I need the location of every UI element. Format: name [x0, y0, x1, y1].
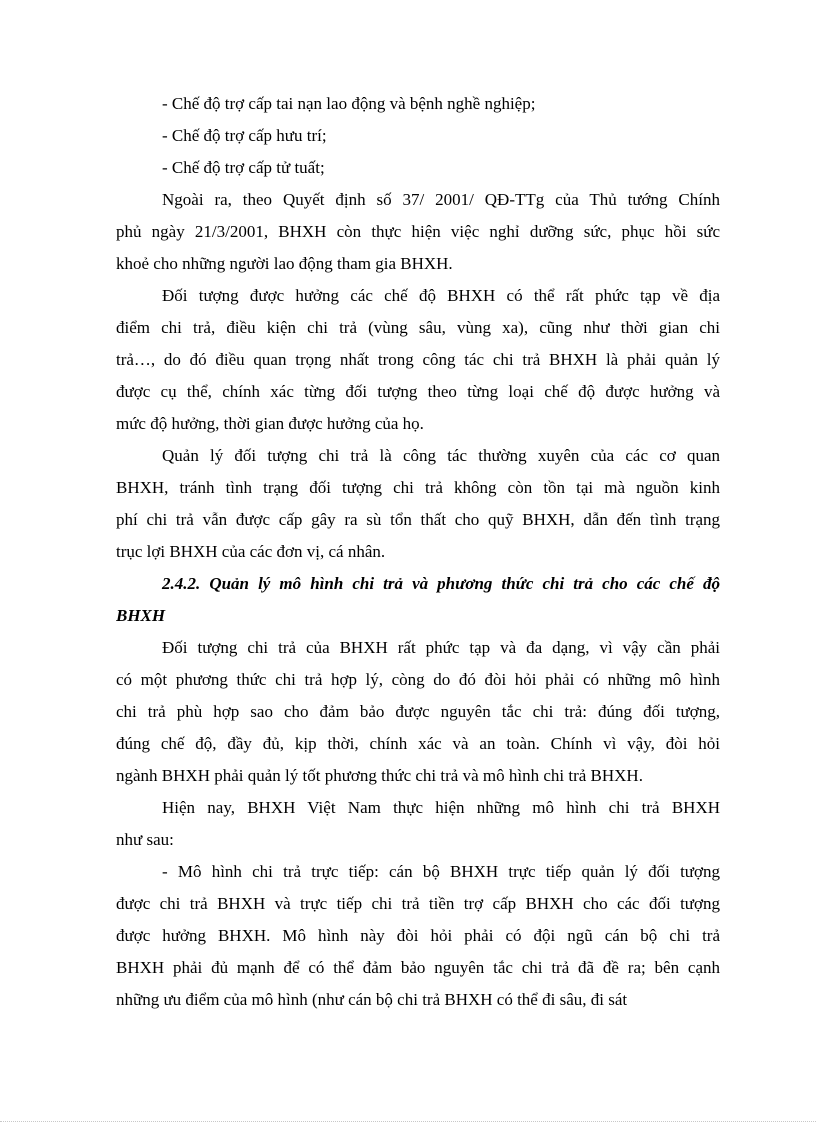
- paragraph-line: Ngoài ra, theo Quyết định số 37/ 2001/ QĐ-TTg của Thủ tướng Chính: [162, 190, 720, 209]
- paragraph-line: Đối tượng chi trả của BHXH rất phức tạp và đa dạng, vì vậy cần phải: [162, 638, 720, 657]
- paragraph-line: ngành BHXH phải quản lý tốt phương thức chi trả và mô hình chi trả BHXH.: [116, 766, 643, 785]
- section-heading-continuation: BHXH: [116, 606, 166, 625]
- paragraph-line: phí chi trả vẫn được cấp gây ra sù tổn thất cho quỹ BHXH, dẫn đến tình trạng: [116, 510, 720, 529]
- paragraph-line: Đối tượng được hưởng các chế độ BHXH có thể rất phức tạp về địa: [162, 286, 720, 305]
- page-bottom-divider: [0, 1121, 816, 1122]
- paragraph-line: trục lợi BHXH của các đơn vị, cá nhân.: [116, 542, 386, 561]
- paragraph-line: được cụ thể, chính xác từng đối tượng theo từng loại chế độ được hưởng và: [116, 382, 720, 401]
- paragraph-line: chi trả phù hợp sao cho đảm bảo được nguyên tắc chi trả: đúng đối tượng,: [116, 702, 720, 721]
- paragraph-line: những ưu điểm của mô hình (như cán bộ chi trả BHXH có thể đi sâu, đi sát: [116, 990, 628, 1009]
- paragraph-line: đúng chế độ, đầy đủ, kịp thời, chính xác và an toàn. Chính vì vậy, đòi hỏi: [116, 734, 720, 753]
- paragraph-line: Quản lý đối tượng chi trả là công tác thường xuyên của các cơ quan: [162, 446, 720, 465]
- paragraph-line: Hiện nay, BHXH Việt Nam thực hiện những mô hình chi trả BHXH: [162, 798, 720, 817]
- paragraph-line: mức độ hưởng, thời gian được hưởng của họ.: [116, 414, 424, 433]
- list-item-retirement: - Chế độ trợ cấp hưu trí;: [162, 126, 327, 145]
- list-item-occupational-accident: - Chế độ trợ cấp tai nạn lao động và bệnh nghề nghiệp;: [162, 94, 536, 113]
- paragraph-line: được hưởng BHXH. Mô hình này đòi hỏi phải có đội ngũ cán bộ chi trả: [116, 926, 720, 945]
- paragraph-line: có một phương thức chi trả hợp lý, còng do đó đòi hỏi phải có những mô hình: [116, 670, 720, 689]
- paragraph-line: khoẻ cho những người lao động tham gia BHXH.: [116, 254, 453, 273]
- paragraph-line: được chi trả BHXH và trực tiếp chi trả tiền trợ cấp BHXH cho các đối tượng: [116, 894, 720, 913]
- section-heading: 2.4.2. Quản lý mô hình chi trả và phương thức chi trả cho các chế độ: [162, 574, 720, 593]
- list-item-survivorship: - Chế độ trợ cấp tử tuất;: [162, 158, 325, 177]
- paragraph-line: phủ ngày 21/3/2001, BHXH còn thực hiện việc nghỉ dưỡng sức, phục hồi sức: [116, 222, 720, 241]
- paragraph-line: BHXH, tránh tình trạng đối tượng chi trả không còn tồn tại mà nguồn kinh: [116, 478, 720, 497]
- paragraph-line: - Mô hình chi trả trực tiếp: cán bộ BHXH trực tiếp quản lý đối tượng: [162, 862, 720, 881]
- paragraph-line: trả…, do đó điều quan trọng nhất trong công tác chi trả BHXH là phải quản lý: [116, 350, 720, 369]
- document-body: [116, 88, 720, 1016]
- paragraph-line: điểm chi trả, điều kiện chi trả (vùng sâu, vùng xa), cũng như thời gian chi: [116, 318, 720, 337]
- paragraph-line: như sau:: [116, 830, 174, 849]
- paragraph-line: BHXH phải đủ mạnh để có thể đảm bảo nguyên tắc chi trả đã đề ra; bên cạnh: [116, 958, 720, 977]
